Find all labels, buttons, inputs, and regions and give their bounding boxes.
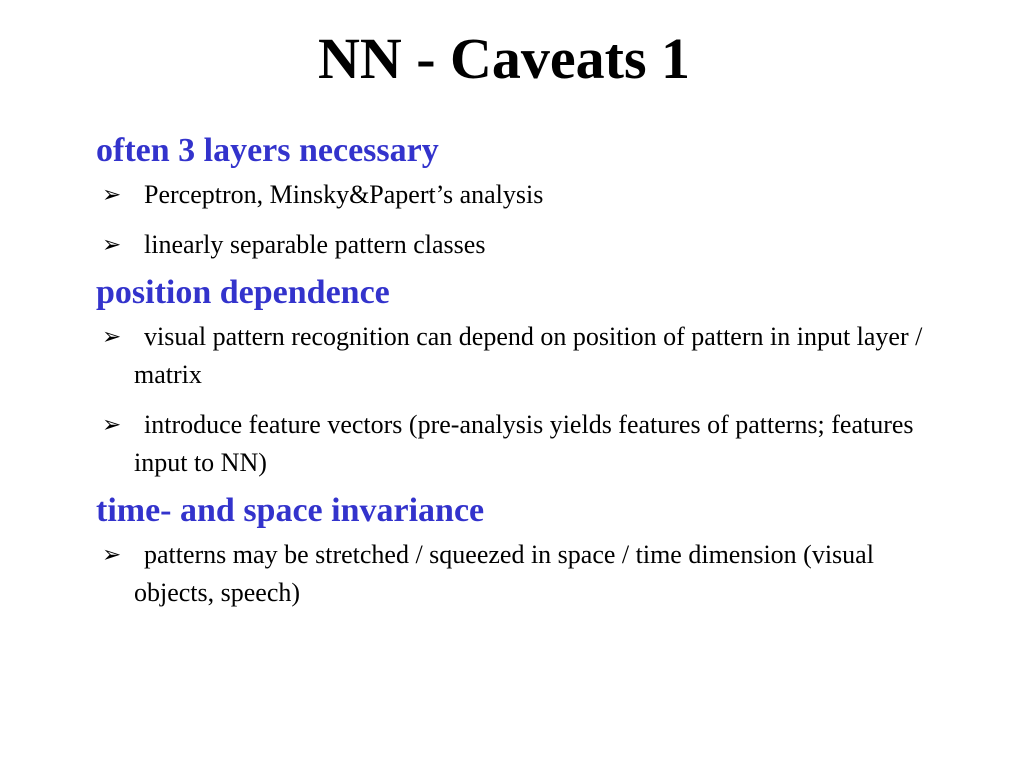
section-heading: position dependence xyxy=(96,274,390,311)
section-position-dependence xyxy=(96,272,946,482)
slide-content xyxy=(96,130,946,612)
section-heading: time- and space invariance xyxy=(96,492,485,529)
arrowhead-bullet-icon: ➢ xyxy=(102,182,122,208)
arrowhead-bullet-icon: ➢ xyxy=(102,412,122,438)
arrowhead-bullet-icon: ➢ xyxy=(102,542,122,568)
bullet-text: introduce feature vectors (pre-analysis yields features of patterns; features input to NN) xyxy=(134,410,914,477)
section-heading: often 3 layers necessary xyxy=(96,132,439,169)
section-time-space-invariance xyxy=(96,490,946,612)
bullet-text: Perceptron, Minsky&Papert’s analysis xyxy=(144,180,544,209)
bullet-item xyxy=(96,406,946,482)
bullet-item xyxy=(96,176,946,214)
bullet-item xyxy=(96,226,946,264)
slide-title: NN - Caveats 1 xyxy=(317,26,691,91)
bullet-text: linearly separable pattern classes xyxy=(144,230,486,259)
arrowhead-bullet-icon: ➢ xyxy=(102,324,122,350)
section-often-3-layers xyxy=(96,130,946,264)
bullet-text: visual pattern recognition can depend on position of pattern in input layer / matrix xyxy=(134,322,923,389)
bullet-text: patterns may be stretched / squeezed in space / time dimension (visual objects, speech) xyxy=(134,540,874,607)
arrowhead-bullet-icon: ➢ xyxy=(102,232,122,258)
bullet-item xyxy=(96,318,946,394)
bullet-item xyxy=(96,536,946,612)
